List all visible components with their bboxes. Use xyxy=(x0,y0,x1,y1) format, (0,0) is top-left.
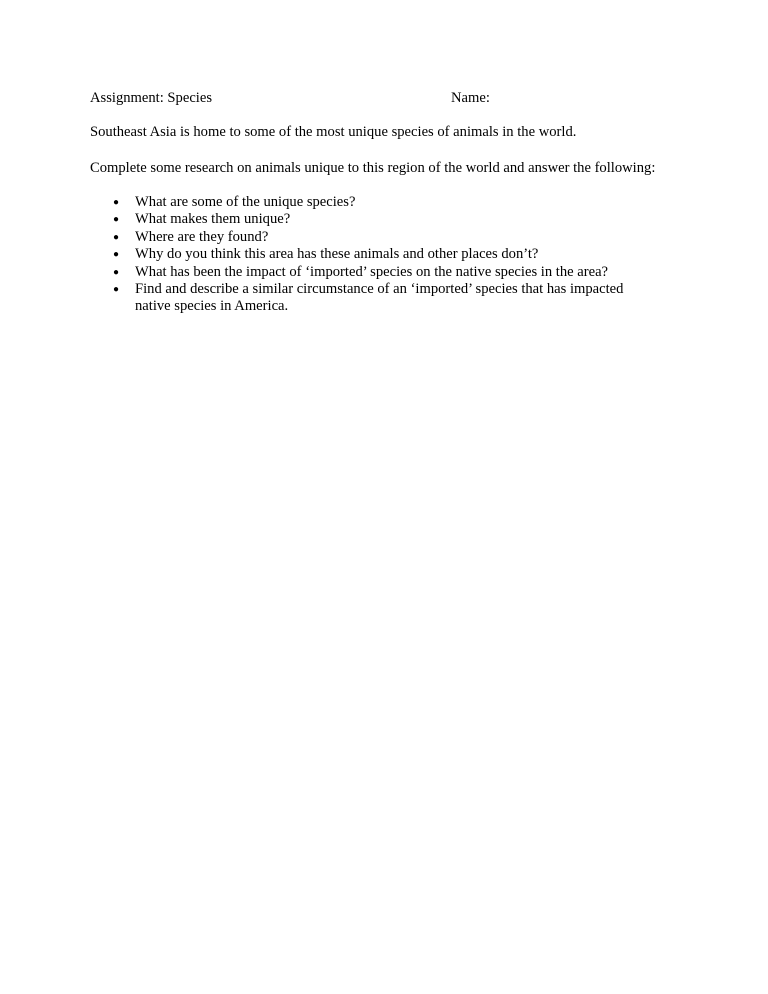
bullet-icon: ● xyxy=(113,249,120,261)
assignment-title: Assignment: Species xyxy=(90,90,213,106)
question-item xyxy=(90,281,650,316)
instructions-paragraph: Complete some research on animals unique to this region of the world and answer the following: xyxy=(90,160,656,176)
question-item xyxy=(90,229,650,246)
question-item xyxy=(90,194,650,211)
bullet-icon: ● xyxy=(113,231,120,243)
question-item xyxy=(90,264,650,281)
header-line xyxy=(90,90,690,110)
bullet-icon: ● xyxy=(113,284,120,296)
question-text: Where are they found? xyxy=(135,228,269,245)
question-text: What has been the impact of ‘imported’ species on the native species in the area? xyxy=(135,263,609,280)
name-label: Name: xyxy=(451,90,490,106)
question-item xyxy=(90,246,650,263)
question-text: Why do you think this area has these animals and other places don’t? xyxy=(135,246,539,263)
bullet-icon: ● xyxy=(113,214,120,226)
bullet-icon: ● xyxy=(113,266,120,278)
question-text: What are some of the unique species? xyxy=(135,194,356,210)
question-list xyxy=(90,194,650,316)
bullet-icon: ● xyxy=(113,197,120,208)
question-text: Find and describe a similar circumstance of an ‘imported’ species that has impacted native species in America. xyxy=(135,281,624,315)
question-item xyxy=(90,211,650,228)
intro-paragraph: Southeast Asia is home to some of the most unique species of animals in the world. xyxy=(90,124,577,140)
question-text: What makes them unique? xyxy=(135,211,291,228)
